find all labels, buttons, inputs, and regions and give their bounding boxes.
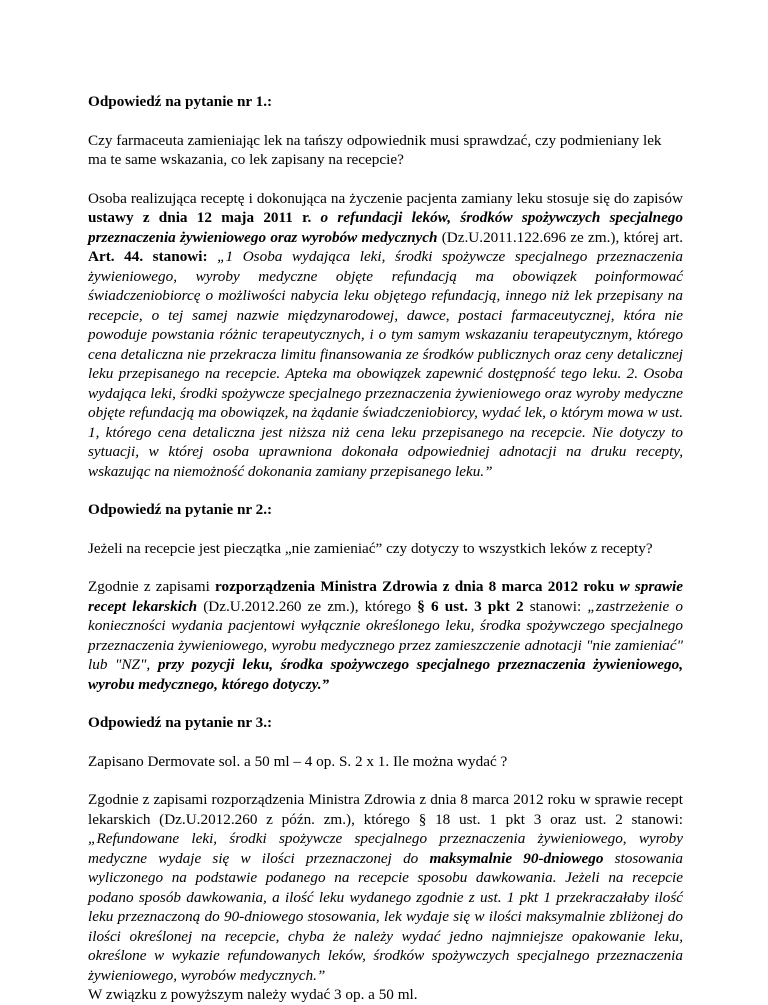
- answer-3-quote-emphasis: maksymalnie 90-dniowego: [429, 849, 604, 867]
- answer-1-statute-title: o refundacji leków, środków spożywczych specjalnego przeznaczenia żywieniowego oraz wyrobów medycznych: [88, 209, 683, 246]
- answer-2-quote: „zastrzeżenie o konieczności wydania pacjentowi wyłącznie określonego leku, środka spożywczego specjalnego przeznaczenia żywieniowego, wyrobu medycznego przez zamieszczenie adnotacji "nie zamieniać" lub "NZ",: [88, 597, 683, 673]
- answer-3-text-a: Zgodnie z zapisami rozporządzenia Ministra Zdrowia z dnia 8 marca 2012 roku w sprawie recept lekarskich (Dz.U.2012.260 z późn. zm.), którego § 18 ust. 1 pkt 3 oraz ust. 2 stanowi:: [88, 791, 683, 828]
- answer-2-quote-emphasis: przy pozycji leku, środka spożywczego specjalnego przeznaczenia żywieniowego, wyrobu medycznego, którego dotyczy.”: [88, 656, 683, 693]
- question-1: Czy farmaceuta zamieniając lek na tańszy odpowiednik musi sprawdzać, czy podmieniany lek ma te same wskazania, co lek zapisany na recepcie?: [88, 131, 662, 168]
- answer-1-article: Art. 44. stanowi:: [88, 248, 218, 265]
- answer-2-text-g: stanowi:: [523, 597, 588, 615]
- question-2: Jeżeli na recepcie jest pieczątka „nie zamieniać” czy dotyczy to wszystkich leków z recepty?: [88, 539, 653, 557]
- answer-paragraph-1: [88, 189, 683, 482]
- answer-2-text-a: Zgodnie z zapisami: [88, 578, 216, 595]
- answer-2-regulation-name: rozporządzenia Ministra Zdrowia z dnia 8 marca 2012 roku: [215, 578, 615, 595]
- answer-paragraph-2: [88, 577, 683, 694]
- answer-paragraph-3: [88, 790, 683, 985]
- answer-1-text-e: (Dz.U.2011.122.696 ze zm.), której art.: [437, 228, 684, 246]
- answer-1-quote: „1 Osoba wydająca leki, środki spożywcze specjalnego przeznaczenia żywieniowego, wyroby medyczne objęte refundacją ma obowiązek poinformować świadczeniobiorcę o możliwości nabycia leku objętego refundacją, innego niż lek przepisany na recepcie, o tej samej nazwie międzynarodowej, dawce, postaci farmaceutycznej, która nie powoduje powstania różnic terapeutycznych, i o tym samym wskazaniu terapeutycznym, którego cena detaliczna nie przekracza limitu finansowania ze środków publicznych oraz ceny detalicznej leku przepisanego na recepcie. Apteka ma obowiązek zapewnić dostępność tego leku. 2. Osoba wydająca leki, środki spożywcze specjalnego przeznaczenia żywieniowego oraz wyroby medyczne objęte refundacją ma obowiązek, na żądanie świadczeniobiorcy, wydać lek, o którym mowa w ust. 1, którego cena detaliczna jest niższa niż cena leku przepisanego na recepcie. Nie dotyczy to sytuacji, w której osoba uprawniona dokonała odpowiedniej adnotacji na druku recepty, wskazując na niemożność dokonania zamiany przepisanego leku.”: [88, 248, 683, 480]
- answer-heading-3: Odpowiedź na pytanie nr 3.:: [88, 714, 273, 731]
- answer-3-quote-a: „Refundowane leki, środki spożywcze specjalnego przeznaczenia żywieniowego, wyroby medyczne wydaje się w ilości przeznaczonej do: [88, 830, 683, 867]
- answer-3-quote-b: stosowania wyliczonego na podstawie podanego na recepcie sposobu dawkowania. Jeżeli na recepcie podano sposób dawkowania, a ilość leku wydanego zgodnie z ust. 1 pkt 1 przekraczałaby ilość leku przeznaczoną do 90-dniowego stosowania, lek wydaje się w ilości maksymalnie zbliżonej do ilości określonej na recepcie, chyba że należy wydać jedno najmniejsze opakowanie leku, określone w wykazie refundowanych leków, środków spożywczych specjalnego przeznaczenia żywieniowego, wyrobów medycznych.”: [88, 849, 684, 984]
- answer-heading-2: Odpowiedź na pytanie nr 2.:: [88, 501, 273, 518]
- answer-heading-1: Odpowiedź na pytanie nr 1.:: [88, 93, 273, 110]
- answer-1-text-a: Osoba realizująca receptę i dokonująca na życzenie pacjenta zamiany leku stosuje się do zapisów: [88, 189, 683, 207]
- answer-3-conclusion: W związku z powyższym należy wydać 3 op. a 50 ml.: [88, 986, 418, 1003]
- answer-1-statute-name: ustawy z dnia 12 maja 2011 r.: [88, 209, 312, 226]
- answer-2-text-e: (Dz.U.2012.260 ze zm.), którego: [197, 597, 418, 615]
- answer-section-2: [88, 500, 683, 694]
- answer-section-3: [88, 713, 683, 1005]
- question-3: Zapisano Dermovate sol. a 50 ml – 4 op. S. 2 x 1. Ile można wydać ?: [88, 752, 508, 770]
- answer-1-space: [311, 209, 320, 226]
- answer-2-paragraph-ref: § 6 ust. 3 pkt 2: [417, 597, 524, 615]
- answer-2-regulation-title: w sprawie recept lekarskich: [88, 578, 683, 615]
- answer-section-1: [88, 92, 683, 481]
